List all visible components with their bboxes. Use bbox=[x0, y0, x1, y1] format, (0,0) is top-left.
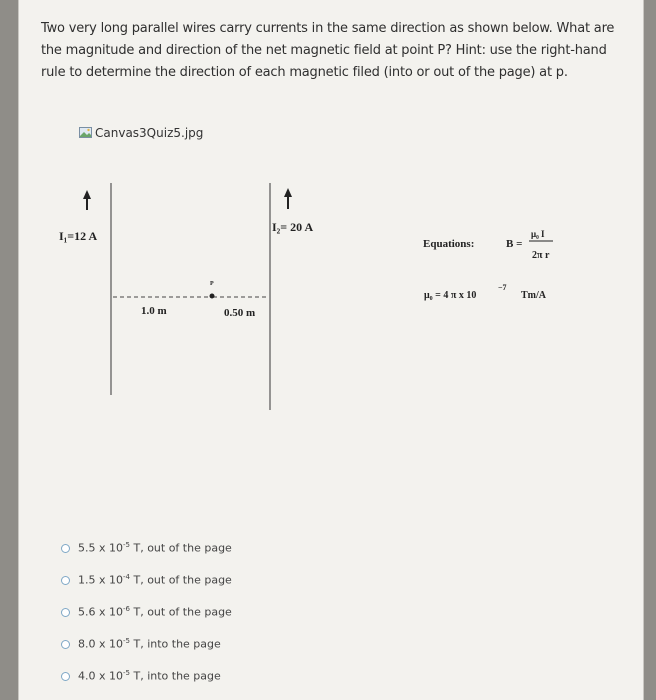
quiz-question-card bbox=[18, 0, 644, 700]
answer-option-4[interactable] bbox=[61, 628, 232, 660]
answer-option-5[interactable] bbox=[61, 660, 232, 692]
equation-2-units: Tm/A bbox=[521, 290, 546, 301]
equation-1-lhs: B = bbox=[506, 238, 523, 250]
answer-option-text: 8.0 x $10^{-5}$ T, into the page bbox=[78, 637, 221, 651]
question-text: Two very long parallel wires carry currents in the same direction as shown below. What are the magnitude and direction of the net magnetic field at point P? Hint: use the right-hand rule to determine the direction of each magnetic filed (into or out of the page) at p. bbox=[41, 21, 615, 80]
wire-1-arrow-head bbox=[83, 190, 91, 199]
equation-1-numerator: μ₀ I bbox=[531, 229, 545, 239]
distance-1-label: 1.0 m bbox=[141, 305, 167, 317]
equation-1-denominator: 2π r bbox=[532, 250, 550, 261]
equations-label: Equations: bbox=[423, 238, 475, 250]
wire-2-label: I₂= 20 A bbox=[272, 220, 314, 234]
image-link-label: Canvas3Quiz5.jpg bbox=[95, 126, 204, 140]
answer-option-3[interactable] bbox=[61, 596, 232, 628]
physics-figure bbox=[19, 0, 645, 430]
radio-button[interactable] bbox=[61, 672, 70, 681]
wire-1-label: I₁=12 A bbox=[59, 229, 98, 243]
equation-2-exponent: −7 bbox=[498, 283, 507, 292]
point-p-label: P bbox=[210, 281, 214, 287]
answer-option-2[interactable] bbox=[61, 564, 232, 596]
point-p-marker bbox=[210, 294, 215, 299]
answer-option-1[interactable] bbox=[61, 532, 232, 564]
answer-option-text: 1.5 x $10^{-4}$ T, out of the page bbox=[78, 573, 232, 587]
radio-button[interactable] bbox=[61, 640, 70, 649]
radio-button[interactable] bbox=[61, 544, 70, 553]
radio-button[interactable] bbox=[61, 608, 70, 617]
distance-2-label: 0.50 m bbox=[224, 307, 256, 319]
radio-button[interactable] bbox=[61, 576, 70, 585]
answer-option-text: 5.5 x $10^{-5}$ T, out of the page bbox=[78, 541, 232, 555]
wire-2-arrow-head bbox=[284, 188, 292, 197]
answer-option-text: 5.6 x $10^{-6}$ T, out of the page bbox=[78, 605, 232, 619]
equation-2-lhs: μ₀ = 4 π x 10 bbox=[424, 290, 477, 301]
answer-option-text: 4.0 x $10^{-5}$ T, into the page bbox=[78, 669, 221, 683]
answer-options bbox=[61, 532, 232, 692]
